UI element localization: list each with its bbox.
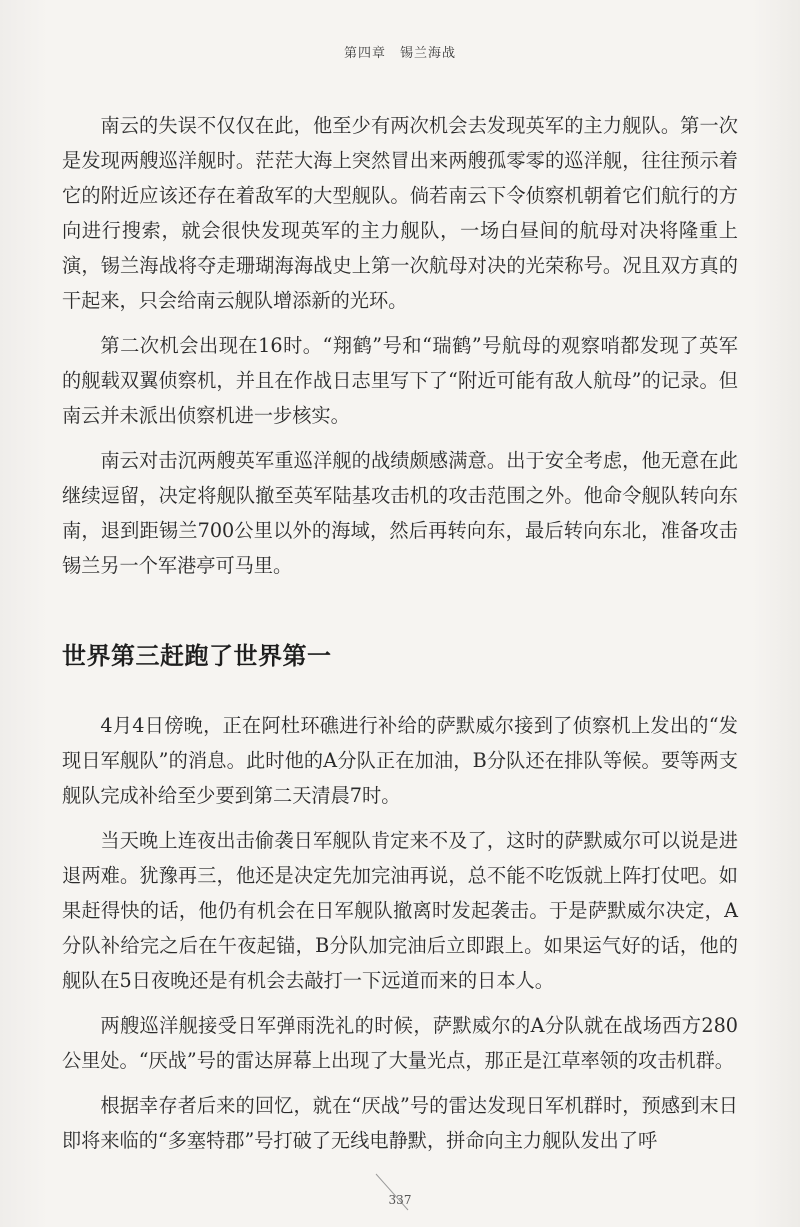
paragraph: 第二次机会出现在16时。“翔鹤”号和“瑞鹤”号航母的观察哨都发现了英军的舰载双翼侦察机，并且在作战日志里写下了“附近可能有敌人航母”的记录。但南云并未派出侦察机进一步核实。 bbox=[62, 334, 738, 427]
page-number: 337 bbox=[388, 1193, 412, 1207]
section-heading: 世界第三赶跑了世界第一 bbox=[62, 642, 332, 670]
section-two-body bbox=[62, 708, 738, 1168]
paragraph: 南云对击沉两艘英军重巡洋舰的战绩颇感满意。出于安全考虑，他无意在此继续逗留，决定将舰队撤至英军陆基攻击机的攻击范围之外。他命令舰队转向东南，退到距锡兰700公里以外的海域，然后再转向东，最后转向东北，准备攻击锡兰另一个军港亭可马里。 bbox=[62, 449, 738, 577]
running-head: 第四章 锡兰海战 bbox=[343, 46, 456, 61]
paragraph: 两艘巡洋舰接受日军弹雨洗礼的时候，萨默威尔的A分队就在战场西方280公里处。“厌战”号的雷达屏幕上出现了大量光点，那正是江草率领的攻击机群。 bbox=[62, 1014, 738, 1072]
section-one-body bbox=[62, 108, 738, 593]
paragraph: 4月4日傍晚，正在阿杜环礁进行补给的萨默威尔接到了侦察机上发出的“发现日军舰队”的消息。此时他的A分队正在加油，B分队还在排队等候。要等两支舰队完成补给至少要到第二天清晨7时。 bbox=[62, 714, 738, 807]
paragraph: 当天晚上连夜出击偷袭日军舰队肯定来不及了，这时的萨默威尔可以说是进退两难。犹豫再三，他还是决定先加完油再说，总不能不吃饭就上阵打仗吧。如果赶得快的话，他仍有机会在日军舰队撤离时发起袭击。于是萨默威尔决定，A分队补给完之后在午夜起锚，B分队加完油后立即跟上。如果运气好的话，他的舰队在5日夜晚还是有机会去敲打一下远道而来的日本人。 bbox=[62, 829, 738, 992]
paragraph: 南云的失误不仅仅在此，他至少有两次机会去发现英军的主力舰队。第一次是发现两艘巡洋舰时。茫茫大海上突然冒出来两艘孤零零的巡洋舰，往往预示着它的附近应该还存在着敌军的大型舰队。倘若南云下令侦察机朝着它们航行的方向进行搜索，就会很快发现英军的主力舰队，一场白昼间的航母对决将隆重上演，锡兰海战将夺走珊瑚海海战史上第一次航母对决的光荣称号。况且双方真的干起来，只会给南云舰队增添新的光环。 bbox=[62, 114, 738, 312]
paragraph: 根据幸存者后来的回忆，就在“厌战”号的雷达发现日军机群时，预感到末日即将来临的“多塞特郡”号打破了无线电静默，拼命向主力舰队发出了呼 bbox=[62, 1094, 738, 1152]
